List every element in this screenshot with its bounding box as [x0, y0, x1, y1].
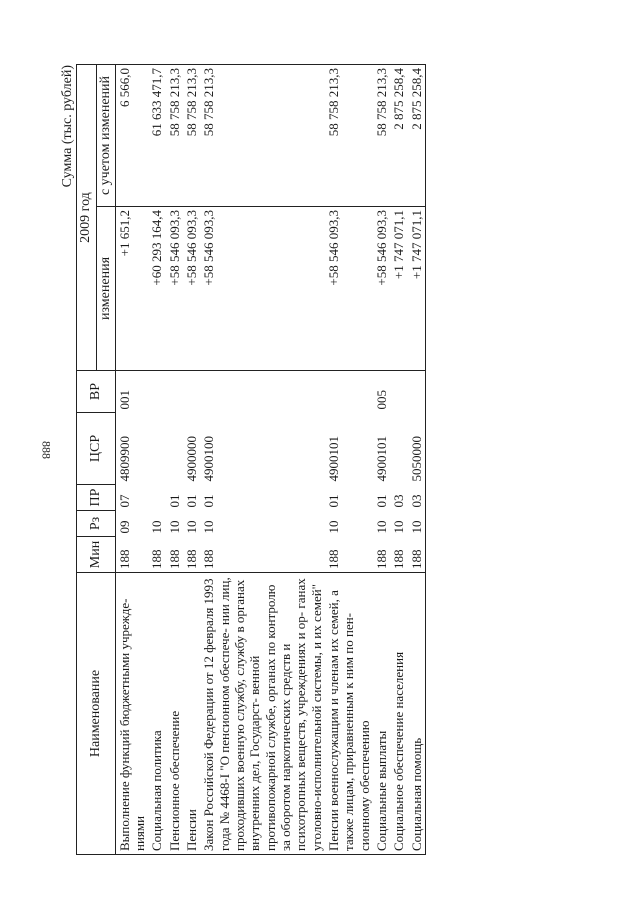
table-row [325, 65, 373, 855]
table-row [390, 65, 407, 855]
row-vr [390, 371, 407, 413]
row-total: 61 633 471,7 [148, 65, 165, 207]
row-pr: 03 [391, 494, 407, 508]
row-vr [166, 371, 183, 413]
row-rz: 10 [149, 520, 165, 534]
row-min: 188 [149, 549, 165, 569]
row-vr: 005 [373, 390, 389, 410]
header-csr: ЦСР [77, 413, 116, 485]
row-total: 58 758 213,3 [200, 65, 325, 207]
row-pr [148, 485, 165, 511]
row-pr: 03 [408, 485, 426, 511]
row-pr: 01 [166, 494, 182, 508]
row-csr [390, 413, 407, 485]
row-name: Пенсии военнослужащим и членам их семей, а также лицам, приравненным к ним по пен- сионному обеспечению [325, 573, 373, 855]
row-rz: 10 [183, 520, 199, 534]
row-csr [166, 413, 183, 485]
row-min: 188 [408, 537, 426, 573]
budget-sheet [60, 65, 580, 855]
row-change: +1 651,2 [115, 207, 148, 371]
row-pr: 01 [201, 494, 217, 508]
row-min: 188 [166, 549, 182, 569]
row-vr [408, 371, 426, 413]
row-change: +58 546 093,3 [183, 207, 200, 371]
row-name: Социальная политика [148, 573, 165, 855]
row-csr: 4900101 [325, 436, 341, 482]
row-min: 188 [373, 549, 389, 569]
row-total: 58 758 213,3 [373, 65, 390, 207]
table-row [166, 65, 183, 855]
header-with-changes: с учетом изменений [96, 65, 115, 207]
table-row [408, 65, 426, 855]
row-total: 2 875 258,4 [390, 65, 407, 207]
header-vr: ВР [77, 371, 116, 413]
row-rz: 10 [373, 520, 389, 534]
row-change: +58 546 093,3 [325, 207, 373, 371]
table-row [183, 65, 200, 855]
row-name: Пенсии [183, 573, 200, 855]
row-csr: 5050000 [408, 413, 426, 485]
header-year: 2009 год [77, 65, 97, 371]
row-rz: 09 [116, 520, 132, 534]
row-change: +60 293 164,4 [148, 207, 165, 371]
row-min: 188 [325, 549, 341, 569]
row-min: 188 [116, 549, 132, 569]
row-vr: 001 [116, 390, 132, 410]
row-min: 188 [183, 549, 199, 569]
row-total: 58 758 213,3 [166, 65, 183, 207]
row-rz: 10 [166, 520, 182, 534]
row-rz: 10 [325, 520, 341, 534]
table-row [373, 65, 390, 855]
row-change: +1 747 071,1 [390, 207, 407, 371]
table-row [115, 65, 148, 855]
row-change: +58 546 093,3 [200, 207, 325, 371]
row-rz: 10 [408, 511, 426, 537]
row-csr: 4809900 [116, 436, 132, 482]
row-pr: 01 [325, 494, 341, 508]
row-vr [148, 371, 165, 413]
row-pr: 01 [183, 494, 199, 508]
table-row [148, 65, 165, 855]
row-csr [148, 413, 165, 485]
row-csr: 4900101 [373, 436, 389, 482]
row-name: Социальные выплаты [373, 573, 390, 855]
row-total: 2 875 258,4 [408, 65, 426, 207]
row-name: Социальная помощь [408, 573, 426, 855]
page-number: 888 [39, 441, 54, 459]
row-vr [325, 371, 373, 413]
header-min: Мин [77, 537, 116, 573]
row-vr [183, 371, 200, 413]
row-min: 188 [201, 549, 217, 569]
header-name: Наименование [77, 573, 116, 855]
row-pr: 07 [116, 494, 132, 508]
row-change: +58 546 093,3 [373, 207, 390, 371]
row-change: +1 747 071,1 [408, 207, 426, 371]
row-rz: 10 [201, 520, 217, 534]
row-rz: 10 [391, 520, 407, 534]
row-total: 58 758 213,3 [325, 65, 373, 207]
table-row [200, 65, 325, 855]
row-total: 58 758 213,3 [183, 65, 200, 207]
row-name: Социальное обеспечение населения [390, 573, 407, 855]
unit-caption: Сумма (тыс. рублей) [60, 65, 75, 188]
row-csr: 4900100 [201, 436, 217, 482]
row-total: 6 566,0 [115, 65, 148, 207]
header-rz: Рз [77, 511, 116, 537]
row-csr: 4900000 [183, 436, 199, 482]
row-name: Пенсионное обеспечение [166, 573, 183, 855]
row-name: Выполнение функций бюджетными учрежде- ниями [115, 573, 148, 855]
header-changes: изменения [96, 207, 115, 371]
row-name: Закон Российской Федерации от 12 февраля 1993 года № 4468-I "О пенсионном обеспече- нии лиц, проходивших военную службу, службу в органах внутренних дел, Государст- венной противопожарной службе, органах по контролю за оборотом наркотических средств и психотропных веществ, учреждениях и ор- ганах уголовно-исполнительной системы, и их семей" [200, 573, 325, 855]
budget-table [76, 64, 426, 855]
row-vr [200, 371, 325, 413]
row-pr: 01 [373, 494, 389, 508]
header-pr: ПР [77, 485, 116, 511]
row-change: +58 546 093,3 [166, 207, 183, 371]
row-min: 188 [391, 549, 407, 569]
